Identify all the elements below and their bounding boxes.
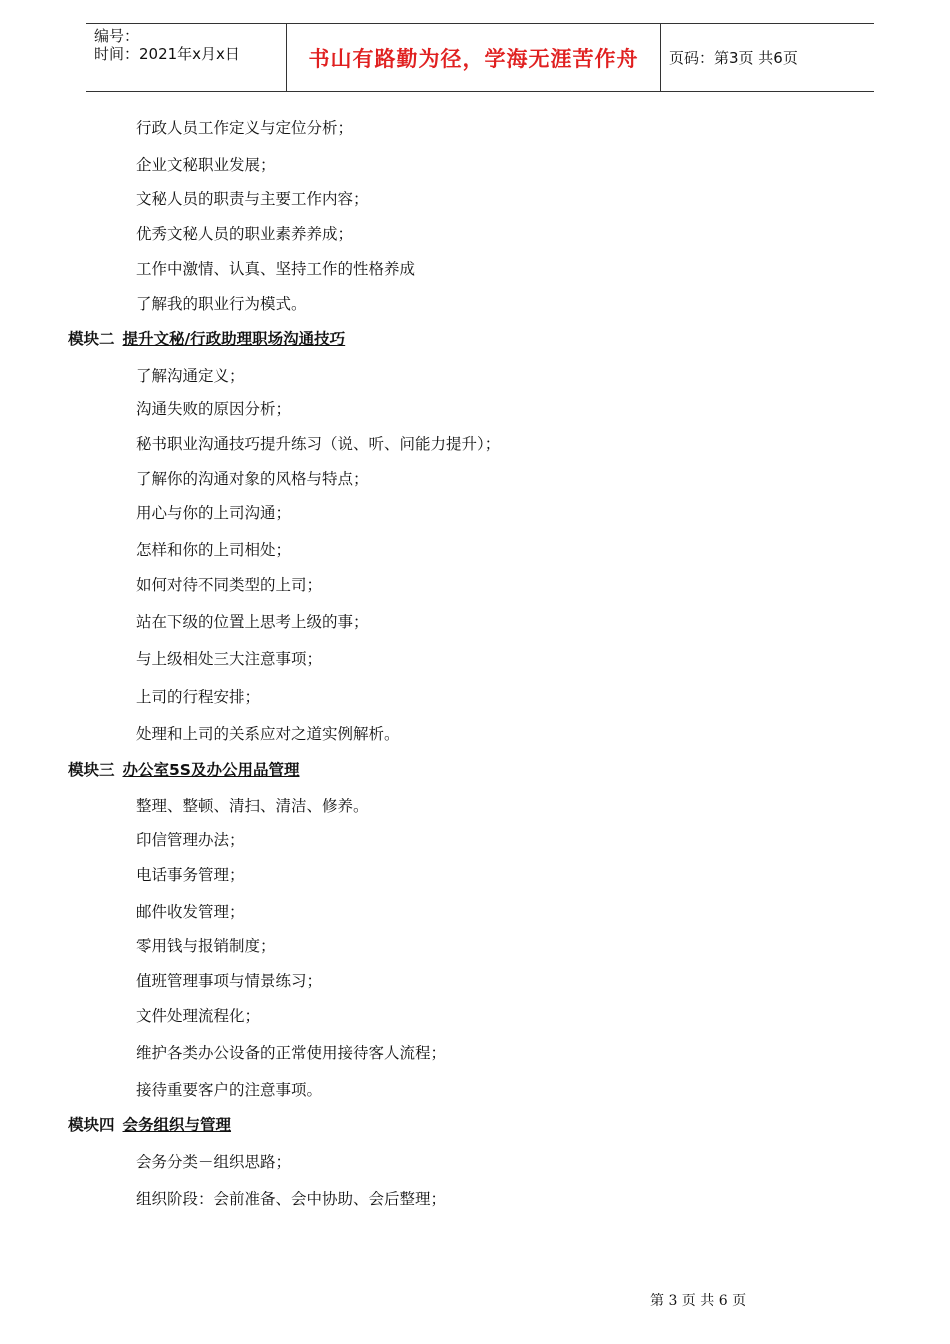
- list-item: 了解你的沟通对象的风格与特点；: [136, 470, 369, 488]
- module-heading: [68, 760, 299, 780]
- list-item: 接待重要客户的注意事项。: [136, 1081, 323, 1099]
- list-item: 秘书职业沟通技巧提升练习（说、听、问能力提升）；: [136, 435, 501, 453]
- list-item: 印信管理办法；: [136, 831, 245, 849]
- page-footer: 第 3 页 共 6 页: [650, 1293, 747, 1309]
- header-left-cell: [86, 24, 286, 91]
- list-item: 文秘人员的职责与主要工作内容；: [136, 190, 369, 208]
- module-heading: [68, 1115, 231, 1135]
- module-title: 会务组织与管理: [122, 1116, 232, 1134]
- header-page-info: 页码：第3页 共6页: [669, 49, 798, 67]
- list-item: 值班管理事项与情景练习；: [136, 972, 323, 990]
- list-item: 处理和上司的关系应对之道实例解析。: [136, 725, 400, 743]
- list-item: 文件处理流程化；: [136, 1007, 261, 1025]
- document-date: 时间：2021年x月x日: [94, 45, 240, 63]
- list-item: 行政人员工作定义与定位分析；: [136, 119, 354, 137]
- list-item: 组织阶段：会前准备、会中协助、会后整理；: [136, 1190, 447, 1208]
- list-item: 沟通失败的原因分析；: [136, 400, 292, 418]
- header-motto-cell: [286, 24, 661, 91]
- list-item: 优秀文秘人员的职业素养养成；: [136, 225, 354, 243]
- module-label: 模块二: [68, 330, 115, 348]
- list-item: 工作中激情、认真、坚持工作的性格养成: [136, 260, 416, 278]
- list-item: 维护各类办公设备的正常使用接待客人流程；: [136, 1044, 447, 1062]
- list-item: 站在下级的位置上思考上级的事；: [136, 613, 369, 631]
- header-motto: 书山有路勤为径，学海无涯苦作舟: [308, 46, 639, 71]
- list-item: 上司的行程安排；: [136, 688, 261, 706]
- module-title: 提升文秘/行政助理职场沟通技巧: [122, 330, 346, 348]
- list-item: 会务分类－组织思路；: [136, 1153, 292, 1171]
- document-header: [86, 23, 874, 92]
- module-heading: [68, 329, 345, 349]
- list-item: 用心与你的上司沟通；: [136, 504, 292, 522]
- list-item: 与上级相处三大注意事项；: [136, 650, 323, 668]
- list-item: 怎样和你的上司相处；: [136, 541, 292, 559]
- list-item: 零用钱与报销制度；: [136, 937, 276, 955]
- module-title: 办公室5S及办公用品管理: [122, 761, 300, 779]
- document-number-label: 编号：: [94, 27, 140, 45]
- list-item: 了解沟通定义；: [136, 367, 245, 385]
- list-item: 电话事务管理；: [136, 866, 245, 884]
- list-item: 整理、整顿、清扫、清洁、修养。: [136, 797, 369, 815]
- module-label: 模块四: [68, 1116, 115, 1134]
- module-label: 模块三: [68, 761, 115, 779]
- list-item: 邮件收发管理；: [136, 903, 245, 921]
- header-page-cell: [660, 24, 874, 91]
- list-item: 如何对待不同类型的上司；: [136, 576, 323, 594]
- list-item: 了解我的职业行为模式。: [136, 295, 307, 313]
- list-item: 企业文秘职业发展；: [136, 156, 276, 174]
